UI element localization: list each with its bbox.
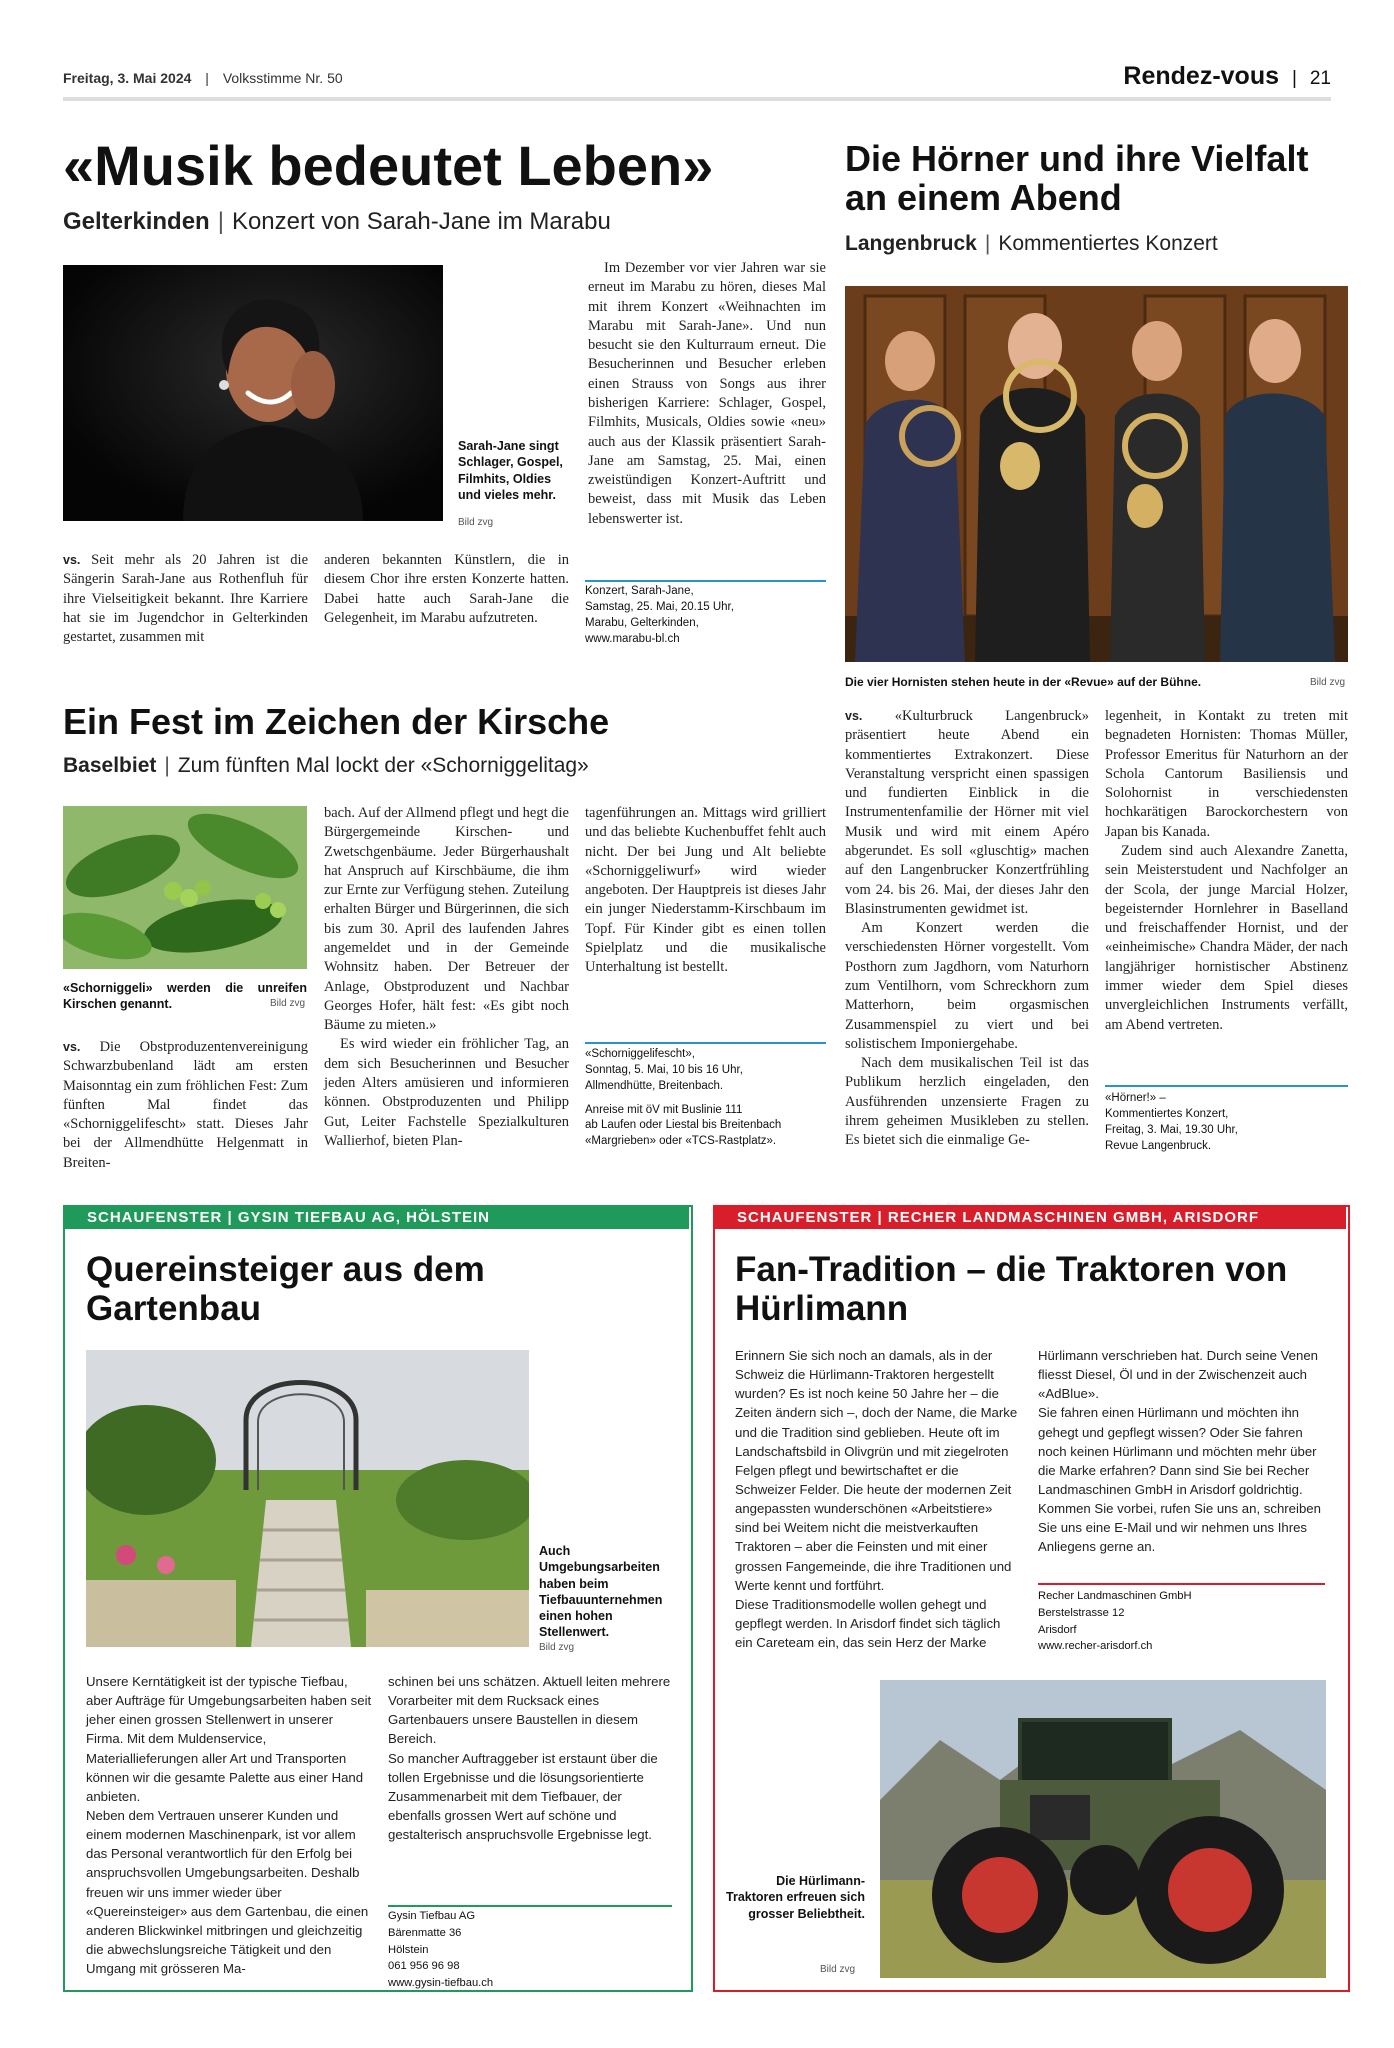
ad-gysin-info-line: Gysin Tiefbau AG	[388, 1910, 476, 1922]
ad-recher-photo-credit: Bild zvg	[820, 1964, 856, 1975]
singer-portrait-illustration	[63, 265, 443, 521]
article3-kicker	[63, 754, 589, 778]
article3-info-box	[585, 1047, 826, 1150]
article3-title: Ein Fest im Zeichen der Kirsche	[63, 701, 610, 742]
article3-info-line: Anreise mit öV mit Buslinie 111	[585, 1103, 743, 1116]
article2-column-2	[1105, 707, 1348, 1035]
article1-photo-credit: Bild zvg	[458, 517, 494, 528]
ad-recher-p2: Diese Traditionsmodelle wollen gehegt und gepflegt werden. In Arisdorf findet sich täglich ein Careteam ein, das sein Herz der Marke	[735, 1596, 1001, 1651]
article3-column-1	[63, 1038, 308, 1173]
article2-info-box	[1105, 1091, 1348, 1154]
article3-col1-text: Die Obstproduzentenvereinigung Schwarzbubenland lädt am ersten Maisonntag ein zum fröhlichen Fest: Zum fünften Mal findet das «Schorniggelifescht» statt. Dieses Jahr bei der Allmendhütte Helgenmatt in Breiten-	[63, 1039, 308, 1171]
article1-photo-caption: Sarah-Jane singt Schlager, Gospel, Filmhits, Oldies und vieles mehr.	[458, 439, 563, 502]
garden-steps-illustration	[86, 1350, 529, 1647]
ad-gysin-info-line: 061 956 96 98	[388, 1960, 460, 1973]
article2-col1b-text: Am Konzert werden die verschiedensten Hörner vorgestellt. Vom Posthorn zum Jagdhorn, vom Naturhorn zum Ventilhorn, vom Schreckhorn zum Matterhorn, beim orgasmischen Zusammenspiel zu viert und bei solistischem Imponiergehabe.	[845, 920, 1089, 1052]
ad-gysin-p3: schinen bei uns schätzen. Aktuell leiten mehrere Vorarbeiter mit dem Rucksack eines Gartenbauers unsere Baustellen in diesem Bereich.	[388, 1674, 671, 1747]
header-separator: |	[205, 70, 209, 86]
article2-info-rule	[1105, 1085, 1348, 1087]
ad-gysin-band: SCHAUFENSTER | GYSIN TIEFBAU AG, HÖLSTEIN	[65, 1207, 689, 1229]
ad-recher-info	[1038, 1588, 1325, 1655]
header-divider	[63, 97, 1331, 101]
article1-info-line: Marabu, Gelterkinden,	[585, 616, 699, 629]
article3-info-line: «Schorniggelifescht»,	[585, 1048, 695, 1060]
ad-recher-info-line: Recher Landmaschinen GmbH	[1038, 1590, 1192, 1602]
page-number: 21	[1309, 68, 1331, 89]
article1-kicker-sep: |	[217, 208, 224, 235]
ad-recher-info-rule	[1038, 1583, 1325, 1585]
page-header-right	[1123, 62, 1331, 91]
ad-recher-p3: Hürlimann verschrieben hat. Durch seine Venen fliesst Diesel, Öl und in der Zwischenzeit auch «AdBlue».	[1038, 1348, 1319, 1402]
article3-col2-text: bach. Auf der Allmend pflegt und hegt die Bürgergemeinde Kirschen- und Zwetschgenbäume. Jeder Bürgerhaushalt hat Anspruch auf Kirschbäume, die ihm zur Ernte zur Verfügung stehen. Zuteilung erhalten Bürger und Bürgerinnen, die sich bis zum 30. April des laufenden Jahres angemeldet und in der Gemeinde Wohnsitz haben. Der Betreuer der Anlage, Obstproduzent und Nachbar Georges Hofer, hält fest: «Es gibt noch Bäume zu mieten.»	[324, 805, 569, 1034]
article3-kicker-sep: |	[164, 754, 170, 777]
article2-info-line: Freitag, 3. Mai, 19.30 Uhr,	[1105, 1123, 1238, 1136]
section-name: Rendez-vous	[1123, 62, 1280, 90]
article1-info-rule	[585, 580, 826, 582]
article3-subtitle: Zum fünften Mal lockt der «Schorniggelitag»	[177, 754, 589, 777]
article3-col3-text: tagenführungen an. Mittags wird grilliert und das beliebte Kuchenbuffet fehlt auch nicht. Der bei Jung und Alt beliebte «Schorniggeliwurf» wird wieder angeboten. Der Hauptpreis ist dieses Jahr ein junger Niederstamm-Kirschbaum im Topf. Für Kinder gibt es einen tollen Spielplatz und die musikalische Unterhaltung ist bestellt.	[585, 805, 826, 976]
ad-recher-info-line: www.recher-arisdorf.ch	[1038, 1640, 1153, 1653]
article2-subtitle: Kommentiertes Konzert	[998, 232, 1218, 255]
ad-gysin-photo-caption: Auch Umgebungsarbeiten haben beim Tiefbauunternehmen einen hohen Stellenwert.	[539, 1544, 663, 1640]
article2-title: Die Hörner und ihre Vielfalt an einem Abend	[845, 138, 1309, 218]
hornists-photo	[845, 286, 1348, 662]
article1-info-line: www.marabu-bl.ch	[585, 632, 680, 645]
article2-photo-caption: Die vier Hornisten stehen heute in der «Revue» auf der Bühne.	[845, 675, 1202, 689]
ad-recher-column-1	[735, 1346, 1020, 1652]
article3-photo-credit: Bild zvg	[270, 998, 306, 1009]
article3-photo-caption: «Schorniggeli» werden die unreifen Kirschen genannt.	[63, 981, 307, 1012]
ad-gysin-p1: Unsere Kerntätigkeit ist der typische Tiefbau, aber Aufträge für Umgebungsarbeiten haben seit jeher einen grossen Stellenwert in unserer Firma. Mit dem Muldenservice, Materiallieferungen aller Art und Transporten können wir die gesamte Palette aus einer Hand anbieten.	[86, 1674, 372, 1804]
huerlimann-tractor-illustration	[880, 1680, 1326, 1978]
article1-right-column	[588, 259, 826, 529]
page-separator: |	[1291, 68, 1297, 89]
unripe-cherries-illustration	[63, 806, 307, 969]
article1-col2-text: anderen bekannten Künstlern, die in diesem Chor ihre ersten Konzerte hatten. Dabei hatte auch Sarah-Jane die Gelegenheit, im Marabu aufzutreten.	[324, 552, 569, 626]
sarah-jane-photo	[63, 265, 443, 521]
tractor-photo	[880, 1680, 1326, 1978]
ad-recher-info-line: Arisdorf	[1038, 1623, 1077, 1636]
ad-gysin-column-2	[388, 1672, 672, 1844]
article3-place: Baselbiet	[63, 754, 157, 777]
article2-place: Langenbruck	[845, 232, 977, 255]
article1-byline: vs.	[63, 553, 81, 567]
ad-gysin-p2: Neben dem Vertrauen unserer Kunden und einem modernen Maschinenpark, ist vor allem das Personal verantwortlich für den Erfolg bei anspruchsvollen Umgebungsarbeiten. Deshalb freuen wir uns immer wieder über «Quereinsteiger» aus dem Gartenbau, die einen anderen Blickwinkel mitbringen und gleichzeitig die abwechslungsreiche Tätigkeit und den Umgang mit grösseren Ma-	[86, 1807, 369, 1977]
ad-recher-info-line: Berstelstrasse 12	[1038, 1606, 1125, 1619]
article1-info-line: Konzert, Sarah-Jane,	[585, 585, 694, 597]
ad-gysin-column-1	[86, 1672, 372, 1978]
article3-byline: vs.	[63, 1040, 81, 1054]
article1-column-2	[324, 551, 569, 628]
garden-photo	[86, 1350, 529, 1647]
article1-kicker	[63, 208, 611, 236]
article2-col1c-text: Nach dem musikalischen Teil ist das Publikum herzlich eingeladen, den Ausführenden unzensierte Fragen zu ihrem geheimen Musikleben zu stellen. Es bietet sich die einmalige Ge-	[845, 1055, 1089, 1149]
article1-info-line: Samstag, 25. Mai, 20.15 Uhr,	[585, 600, 734, 613]
article2-column-1	[845, 707, 1089, 1150]
ad-recher-p4: Sie fahren einen Hürlimann und möchten ihn gehegt und gepflegt wissen? Oder Sie fahren noch keinen Hürlimann und möchten mehr über die Marke erfahren? Dann sind Sie bei Recher Landmaschinen GmbH in Arisdorf goldrichtig. Kommen Sie vorbei, rufen Sie uns an, schreiben Sie uns eine E-Mail und wir nehmen uns Ihres Anliegens gerne an.	[1038, 1405, 1321, 1555]
issue-number: Volksstimme Nr. 50	[222, 70, 343, 86]
article2-kicker-sep: |	[984, 232, 991, 255]
article1-col1-text: Seit mehr als 20 Jahren ist die Sängerin Sarah-Jane aus Rothenfluh für ihre Vielseitigkeit bekannt. Ihre Karriere hat sie im Jugendchor in Gelterkinden gestartet, zusammen mit	[63, 552, 309, 646]
article3-col2b-text: Es wird wieder ein fröhlicher Tag, an dem sich Besucherinnen und Besucher jeden Alters amüsieren und informieren können. Obstproduzenten und Philipp Gut, Leiter Fachstelle Spezialkulturen Wallierhof, bieten Plan-	[324, 1036, 569, 1149]
article2-photo-credit: Bild zvg	[1310, 677, 1346, 688]
ad-recher-photo-caption: Die Hürlimann-Traktoren erfreuen sich grosser Beliebtheit.	[726, 1874, 865, 1921]
ad-gysin-photo-credit: Bild zvg	[539, 1642, 575, 1653]
article2-info-line: Revue Langenbruck.	[1105, 1139, 1212, 1152]
article1-column-1	[63, 551, 308, 647]
ad-gysin-info-line: www.gysin-tiefbau.ch	[388, 1977, 494, 1990]
page-header-left	[63, 70, 343, 86]
ad-recher-column-2	[1038, 1346, 1325, 1557]
article3-info-line: ab Laufen oder Liestal bis Breitenbach	[585, 1119, 782, 1132]
article2-kicker	[845, 232, 1218, 256]
four-hornists-illustration	[845, 286, 1348, 662]
ad-gysin-p4: So mancher Auftraggeber ist erstaunt über die tollen Ergebnisse und die lösungsorientierte Zusammenarbeit mit dem Tiefbauer, der ebenfalls grossen Wert auf schöne und gestalterisch anspruchsvolle Ergebnisse legt.	[388, 1750, 658, 1843]
article2-byline: vs.	[845, 709, 863, 723]
article2-col2b-text: Zudem sind auch Alexandre Zanetta, sein Meisterstudent und Nachfolger an der Scola, der junge Marcial Holzer, begeisternder Hornlehrer in Baselland und freischaffender Hornist, und der «einheimische» Chandra Mäder, der nach langjähriger hornistischer Abstinenz immer wieder dem Spiel dieses unvergleichlichen Instruments verfällt, am Abend vertreten.	[1105, 842, 1348, 1033]
ad-gysin-info-line: Hölstein	[388, 1943, 429, 1956]
ad-recher-title: Fan-Tradition – die Traktoren von Hürlimann	[735, 1250, 1288, 1329]
cherries-photo	[63, 806, 307, 969]
article2-col1-text: «Kulturbruck Langenbruck» präsentiert heute Abend ein kommentiertes Extrakonzert. Diese Veranstaltung verspricht einen spassigen und fundierten Einblick in die Instrumentenfamilie der Hörner mit viel Musik und wird mit einem Apéro abgerundet. Es soll «gluschtig» machen auf den Langenbrucker Konzertfrühling vom 24. bis 26. Mai, der dieses Jahr den Blasinstrumenten gewidmet ist.	[845, 708, 1089, 917]
article2-info-line: «Hörner!» –	[1105, 1092, 1166, 1104]
article1-right-text: Im Dezember vor vier Jahren war sie erneut im Marabu zu hören, dieses Mal mit ihrem Konzert «Weihnachten im Marabu mit Sarah-Jane». Und nun besucht sie den Kulturraum erneut. Die Besucherinnen und Besucher erleben einen Strauss von Songs aus ihrer bisherigen Karriere: Schlager, Gospel, Filmhits, Musicals, Oldies sowie «neu» auch aus der Klassik präsentiert Sarah-Jane am Samstag, 25. Mai, einen zweistündigen Konzert-Auftritt und beweist, dass mit Musik das Leben lebenswerter ist.	[588, 260, 826, 527]
article2-col2-text: legenheit, in Kontakt zu treten mit begnadeten Hornisten: Thomas Müller, Professor Emeritus für Naturhorn an der Schola Cantorum Basiliensis und Solohornist in verschiedensten hochkarätigen Barockorchestern von Japan bis Kanada.	[1105, 708, 1348, 840]
article3-column-2	[324, 804, 569, 1151]
article1-subtitle: Konzert von Sarah-Jane im Marabu	[231, 208, 611, 235]
article1-info-box	[585, 584, 826, 647]
ad-gysin-info	[388, 1908, 672, 1992]
issue-date: Freitag, 3. Mai 2024	[63, 70, 192, 86]
article3-column-3	[585, 804, 826, 978]
article1-place: Gelterkinden	[63, 208, 210, 235]
ad-recher-band: SCHAUFENSTER | RECHER LANDMASCHINEN GMBH, ARISDORF	[715, 1207, 1346, 1229]
ad-gysin-info-rule	[388, 1905, 672, 1907]
article3-info-line: «Margrieben» oder «TCS-Rastplatz».	[585, 1135, 777, 1148]
article2-info-line: Kommentiertes Konzert,	[1105, 1107, 1229, 1120]
article3-info-line: Sonntag, 5. Mai, 10 bis 16 Uhr,	[585, 1063, 743, 1076]
ad-gysin-info-line: Bärenmatte 36	[388, 1926, 462, 1939]
article3-info-rule	[585, 1042, 826, 1044]
article1-title: «Musik bedeutet Leben»	[63, 134, 714, 197]
ad-gysin-title: Quereinsteiger aus dem Gartenbau	[86, 1250, 485, 1329]
ad-recher-p1: Erinnern Sie sich noch an damals, als in der Schweiz die Hürlimann-Traktoren hergestellt wurden? Es ist noch keine 50 Jahre her – die Zeiten ändern sich –, doch der Name, die Marke und die Tradition sind geblieben. Heute oft im Landschaftsbild in Olivgrün und mit ziegelroten Felgen pflegt und bewirtschaftet er die Schweizer Felder. Die heute der modernen Zeit angepassten wunderschönen «Arbeitstiere» sind bei Weitem nicht die meistverkauften Traktoren – aber die Feinsten und mit einer grossen Fangemeinde, die ihre Traditionen und Werte kennt und fortführt.	[735, 1348, 1018, 1593]
article3-info-line: Allmendhütte, Breitenbach.	[585, 1079, 724, 1092]
